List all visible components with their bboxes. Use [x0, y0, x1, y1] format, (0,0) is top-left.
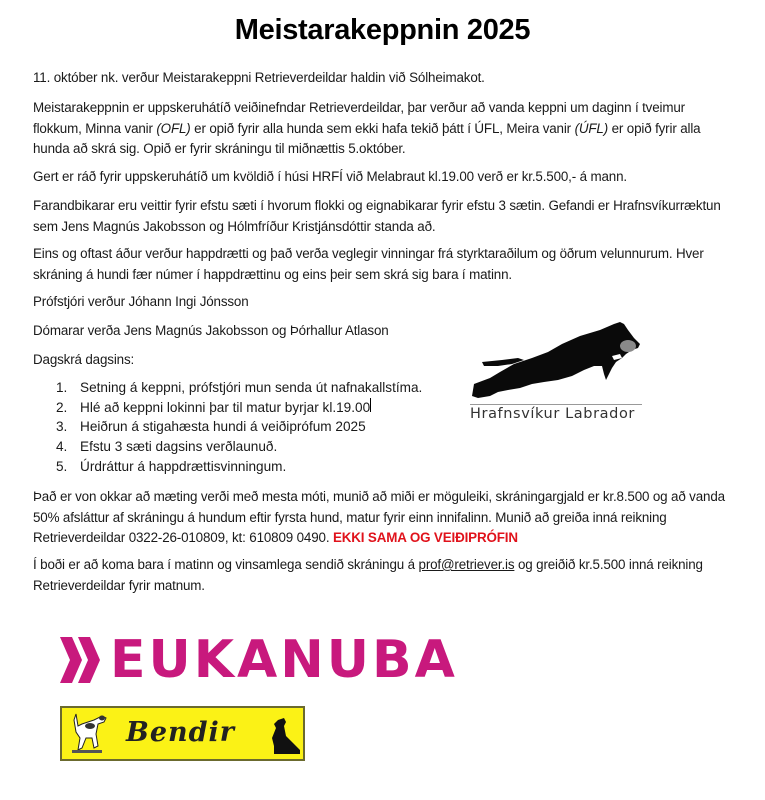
- registration-paragraph: [33, 487, 733, 549]
- dinner-only-text-2: og greiðið kr.5.500 inná reikning Retrieverdeildar fyrir matnum.: [33, 557, 703, 593]
- leaping-labrador-icon: [462, 318, 652, 403]
- logo-divider: [470, 404, 642, 405]
- pointer-dog-icon: [68, 712, 112, 756]
- dinner-only-text-1: Í boði er að koma bara í matinn og vinsamlega sendið skráningu á: [33, 557, 419, 572]
- eukanuba-logo: [60, 630, 458, 690]
- schedule-item-number: 1.: [56, 380, 68, 395]
- ofl-label: (OFL): [156, 120, 191, 136]
- hrafnsvikur-labrador-logo: [462, 318, 652, 428]
- raffle-paragraph: Eins og oftast áður verður happdrætti og það verða veglegir vinningar frá styrktaraðilum og öðrum velunnurum. Hver skráning á hundi fær númer í happdrættinu og eins þeir sem skrá sig bara í matinn.: [33, 246, 704, 282]
- schedule-item: [56, 378, 422, 398]
- description-paragraph: [33, 98, 733, 160]
- dinner-paragraph: Gert er ráð fyrir uppskeruhátíð um kvöldið í húsi HRFÍ við Melabraut kl.19.00 verð er kr.5.500,- á mann.: [33, 169, 627, 184]
- schedule-item-text: Hlé að keppni lokinni þar til matur byrjar kl.19.00: [80, 399, 371, 415]
- schedule-item-number: 3.: [56, 419, 68, 435]
- warning-text: EKKI SAMA OG VEIÐIPRÓFIN: [332, 530, 518, 545]
- schedule-item-text: Heiðrun á stigahæsta hundi á veiðiprófum 2025: [80, 419, 366, 435]
- text-cursor: [370, 398, 371, 412]
- description-text-3: er opið fyrir alla hunda að skrá sig. Opið er fyrir skráningu til miðnættis 5.október.: [33, 120, 701, 156]
- schedule-item: [56, 437, 422, 457]
- schedule-list: [56, 378, 422, 477]
- dinner-only-paragraph: [33, 555, 733, 596]
- ufl-label: (ÚFL): [574, 120, 609, 136]
- bendir-text: Bendir: [126, 717, 235, 748]
- page-title: Meistarakeppnin 2025: [234, 14, 531, 46]
- schedule-heading: Dagskrá dagsins:: [33, 352, 135, 367]
- schedule-item-number: 4.: [56, 439, 68, 455]
- judges-paragraph: Dómarar verða Jens Magnús Jakobsson og Þórhallur Atlason: [33, 323, 389, 338]
- schedule-item-number: 2.: [56, 399, 68, 415]
- description-text-1: Meistarakeppnin er uppskeruhátíð veiðinefndar Retrieverdeildar, þar verður að vanda keppni um daginn í tveimur flokkum, Minna vanir: [33, 100, 685, 136]
- intro-paragraph: 11. október nk. verður Meistarakeppni Retrieverdeildar haldin við Sólheimakot.: [33, 70, 485, 85]
- schedule-item-text: Úrdráttur á happdrættisvinningum.: [80, 458, 287, 474]
- schedule-item-number: 5.: [56, 458, 68, 474]
- schedule-item: [56, 457, 422, 477]
- hrafnsvikur-logo-text: Hrafnsvíkur Labrador: [470, 406, 635, 422]
- email-link[interactable]: prof@retriever.is: [418, 557, 515, 572]
- eukanuba-text: EUKANUBA: [110, 630, 458, 690]
- schedule-item-text: Setning á keppni, prófstjóri mun senda út nafnakallstíma.: [80, 380, 423, 395]
- sitting-labrador-icon: [268, 716, 302, 756]
- registration-text: Það er von okkar að mæting verði með mesta móti, munið að miði er möguleiki, skráningargjald er kr.8.500 og að vanda 50% afsláttur af skráningu á hundum eftir fyrsta hund, matur fyrir einn innifalinn. Munið að greiða inná reikning Retrieverdeildar 0322-26-010809, kt: 610809 0490.: [33, 489, 725, 545]
- schedule-item: [56, 398, 422, 418]
- bendir-logo: [60, 706, 305, 761]
- trophies-paragraph: Farandbikarar eru veittir fyrir efstu sæti í hvorum flokki og eignabikarar fyrir efstu 3 sætin. Gefandi er Hrafnsvíkurræktun sem Jens Magnús Jakobsson og Hólmfríður Kristjánsdóttir standa að.: [33, 198, 721, 234]
- schedule-item-text: Efstu 3 sæti dagsins verðlaunuð.: [80, 439, 278, 455]
- schedule-item: [56, 417, 422, 437]
- description-text-2: er opið fyrir alla hunda sem ekki hafa tekið þátt í ÚFL, Meira vanir: [190, 120, 575, 136]
- double-chevron-icon: [60, 637, 104, 683]
- test-director-paragraph: Prófstjóri verður Jóhann Ingi Jónsson: [33, 294, 249, 309]
